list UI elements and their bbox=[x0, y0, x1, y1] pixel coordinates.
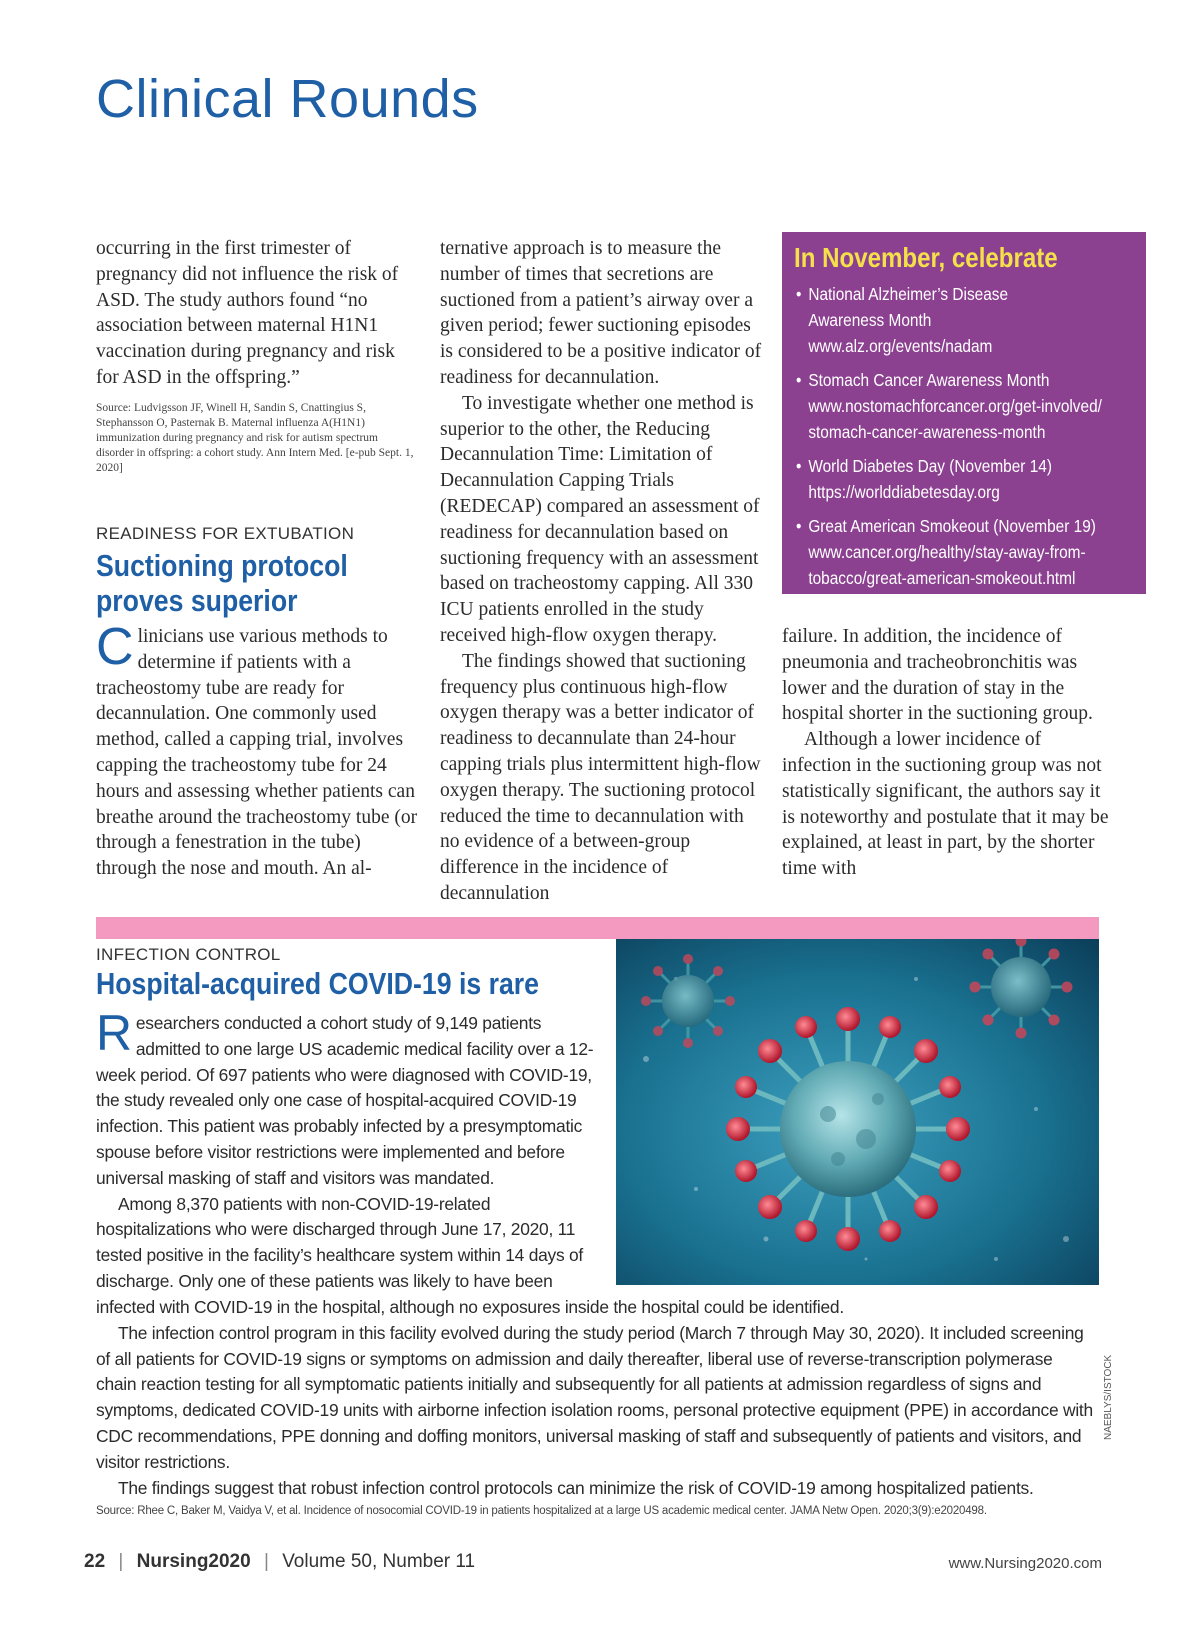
sidebar-item-smokeout bbox=[796, 514, 1148, 591]
drop-cap: R bbox=[96, 1005, 132, 1061]
article-3-p2-wide: infected with COVID-19 in the hospital, although no exposures inside the hospital could be identified. bbox=[96, 1297, 844, 1317]
sidebar-item-alzheimers bbox=[796, 282, 1148, 359]
sidebar-item-link[interactable]: www.cancer.org/healthy/stay-away-from- bbox=[808, 541, 1086, 562]
issue-info: Volume 50, Number 11 bbox=[282, 1551, 476, 1572]
article-2-p1-text: linicians use various methods to determine if patients with a tracheostomy tube are ready for decannulation. One commonly used method, called a capping trial, involves capping the tracheostomy tube for 24 hours and assessing whether patients can breathe around the tracheostomy tube (or through a fenestration in the tube) through the nose and mouth. An al- bbox=[96, 626, 418, 880]
bullet-icon: • bbox=[796, 284, 802, 304]
sidebar-item-label: Great American Smokeout (November 19) bbox=[808, 516, 1096, 536]
column-2 bbox=[440, 236, 762, 907]
bullet-icon: • bbox=[796, 516, 802, 536]
publication-name: Nursing2020 bbox=[136, 1551, 251, 1572]
sidebar-item-diabetes bbox=[796, 454, 1148, 506]
article-3-p3: The infection control program in this facility evolved during the study period (March 7 through May 30, 2020). It included screening of all patients for COVID-19 signs or symptoms on admission and daily thereafter, liberal use of reverse-transcription polymerase chain reaction testing for all symptomatic patients initially and subsequently for all patients at admission regardless of signs and symptoms, dedicated COVID-19 units with airborne infection isolation rooms, personal protective equipment (PPE) in accordance with CDC recommendations, PPE donning and doffing monitors, universal masking of staff and subsequently of patients and visitors, and visitor restrictions. bbox=[96, 1322, 1093, 1472]
headline-line-1: Suctioning protocol bbox=[96, 548, 348, 583]
column-3 bbox=[782, 624, 1114, 882]
footer-url[interactable]: www.Nursing2020.com bbox=[948, 1555, 1102, 1572]
coronavirus-illustration bbox=[616, 939, 1099, 1285]
sidebar-box-title: In November, celebrate bbox=[794, 242, 1058, 273]
article-3-source: Source: Rhee C, Baker M, Vaidya V, et al. Incidence of nosocomial COVID-19 in patients hospitalized at a large US academic medical center. JAMA Netw Open. 2020;3(9):e2020498. bbox=[96, 1505, 987, 1517]
article-3-p2-narrow: Among 8,370 patients with non-COVID-19-related hospitalizations who were discharged through June 17, 2020, 11 tested positive in the facility’s healthcare system within 14 days of discharge. Only one of these patients was likely to have been bbox=[96, 1193, 584, 1291]
page-number: 22 bbox=[84, 1551, 106, 1572]
sidebar-item-link[interactable]: www.alz.org/events/nadam bbox=[808, 335, 993, 356]
section-divider bbox=[96, 917, 1099, 939]
col2-p3: The findings showed that suctioning frequency plus continuous high-flow oxygen therapy was a better indicator of readiness to decannulate than 24-hour capping trials plus intermittent high-flow oxygen therapy. The suctioning protocol reduced the time to decannulation with no evidence of a between-group difference in the incidence of decannulation bbox=[440, 650, 761, 904]
col3-p1: failure. In addition, the incidence of pneumonia and tracheobronchitis was lower and the duration of stay in the hospital shorter in the suctioning group. bbox=[782, 626, 1093, 725]
col2-p2: To investigate whether one method is superior to the other, the Reducing Decannulation Time: Limitation of Decannulation Capping Trials (REDECAP) compared an assessment of readiness for decannulation based on suctioning frequency with an assessment based on tracheostomy capping. All 330 ICU patients enrolled in the study received high-flow oxygen therapy. bbox=[440, 392, 760, 646]
bullet-icon: • bbox=[796, 370, 802, 390]
article-1-text: occurring in the first trimester of pregnancy did not influence the risk of ASD. The study authors found “no association between maternal H1N1 vaccination during pregnancy and risk for ASD in the offspring.” bbox=[96, 238, 399, 388]
sidebar-item-label: Stomach Cancer Awareness Month bbox=[808, 370, 1050, 390]
column-1 bbox=[96, 236, 418, 476]
bullet-icon: • bbox=[796, 456, 802, 476]
article-3-narrow-text bbox=[96, 1005, 594, 1295]
sidebar-item-label: National Alzheimer’s Disease bbox=[808, 284, 1009, 304]
article-3-headline: Hospital-acquired COVID-19 is rare bbox=[96, 966, 539, 1001]
article-1-source: Source: Ludvigsson JF, Winell H, Sandin S, Cnattingius S, Stephansson O, Pasternak B. Maternal influenza A(H1N1) immunization during pregnancy and risk for autism spectrum disorder in offspring: a cohort study. Ann Intern Med. [e-pub Sept. 1, 2020] bbox=[96, 401, 414, 474]
drop-cap: C bbox=[96, 618, 134, 676]
article-3-kicker: INFECTION CONTROL bbox=[96, 945, 281, 964]
sidebar-item-link[interactable]: www.nostomachforcancer.org/get-involved/ bbox=[808, 395, 1102, 416]
headline-line-2: proves superior bbox=[96, 583, 298, 618]
sidebar-item-label: Awareness Month bbox=[808, 309, 932, 330]
col2-p1: ternative approach is to measure the number of times that secretions are suctioned from a patient’s airway over a given period; fewer suctioning episodes is considered to be a positive indicator of readiness for decannulation. bbox=[440, 238, 762, 388]
sidebar-item-stomach-cancer bbox=[796, 368, 1148, 445]
sidebar-item-label: World Diabetes Day (November 14) bbox=[808, 456, 1052, 476]
article-3-p4: The findings suggest that robust infection control protocols can minimize the risk of COVID-19 among hospitalized patients. bbox=[118, 1477, 1034, 1498]
sidebar-box bbox=[782, 232, 1146, 594]
image-credit: NAEBLYS/ISTOCK bbox=[1103, 1354, 1114, 1440]
article-2-intro bbox=[96, 618, 418, 882]
article-2-kicker: READINESS FOR EXTUBATION bbox=[96, 524, 355, 543]
article-3-p1 bbox=[96, 1005, 594, 1192]
coronavirus-image bbox=[616, 939, 1099, 1285]
article-3-wide-text bbox=[96, 1295, 1096, 1501]
col3-p2: Although a lower incidence of infection in the suctioning group was not statistically significant, the authors say it is noteworthy and postulate that it may be explained, at least in part, by the shorter time with bbox=[782, 729, 1109, 880]
footer-separator: | bbox=[118, 1551, 124, 1572]
sidebar-item-link[interactable]: https://worlddiabetesday.org bbox=[808, 481, 1000, 502]
footer-separator: | bbox=[263, 1551, 269, 1572]
section-title: Clinical Rounds bbox=[96, 69, 479, 129]
sidebar-item-link[interactable]: stomach-cancer-awareness-month bbox=[808, 421, 1046, 442]
article-3-p1-text: esearchers conducted a cohort study of 9,149 patients admitted to one large US academic medical facility over a 12-week period. Of 697 patients who were diagnosed with COVID-19, the study revealed only one case of hospital-acquired COVID-19 infection. This patient was probably infected by a presymptomatic spouse before visitor restrictions were implemented and before universal masking of staff and visitors was mandated. bbox=[96, 1013, 594, 1188]
article-2-p1 bbox=[96, 618, 418, 882]
sidebar-item-link[interactable]: tobacco/great-american-smokeout.html bbox=[808, 567, 1076, 588]
footer-folio bbox=[84, 1551, 475, 1573]
article-2-headline bbox=[96, 548, 348, 618]
